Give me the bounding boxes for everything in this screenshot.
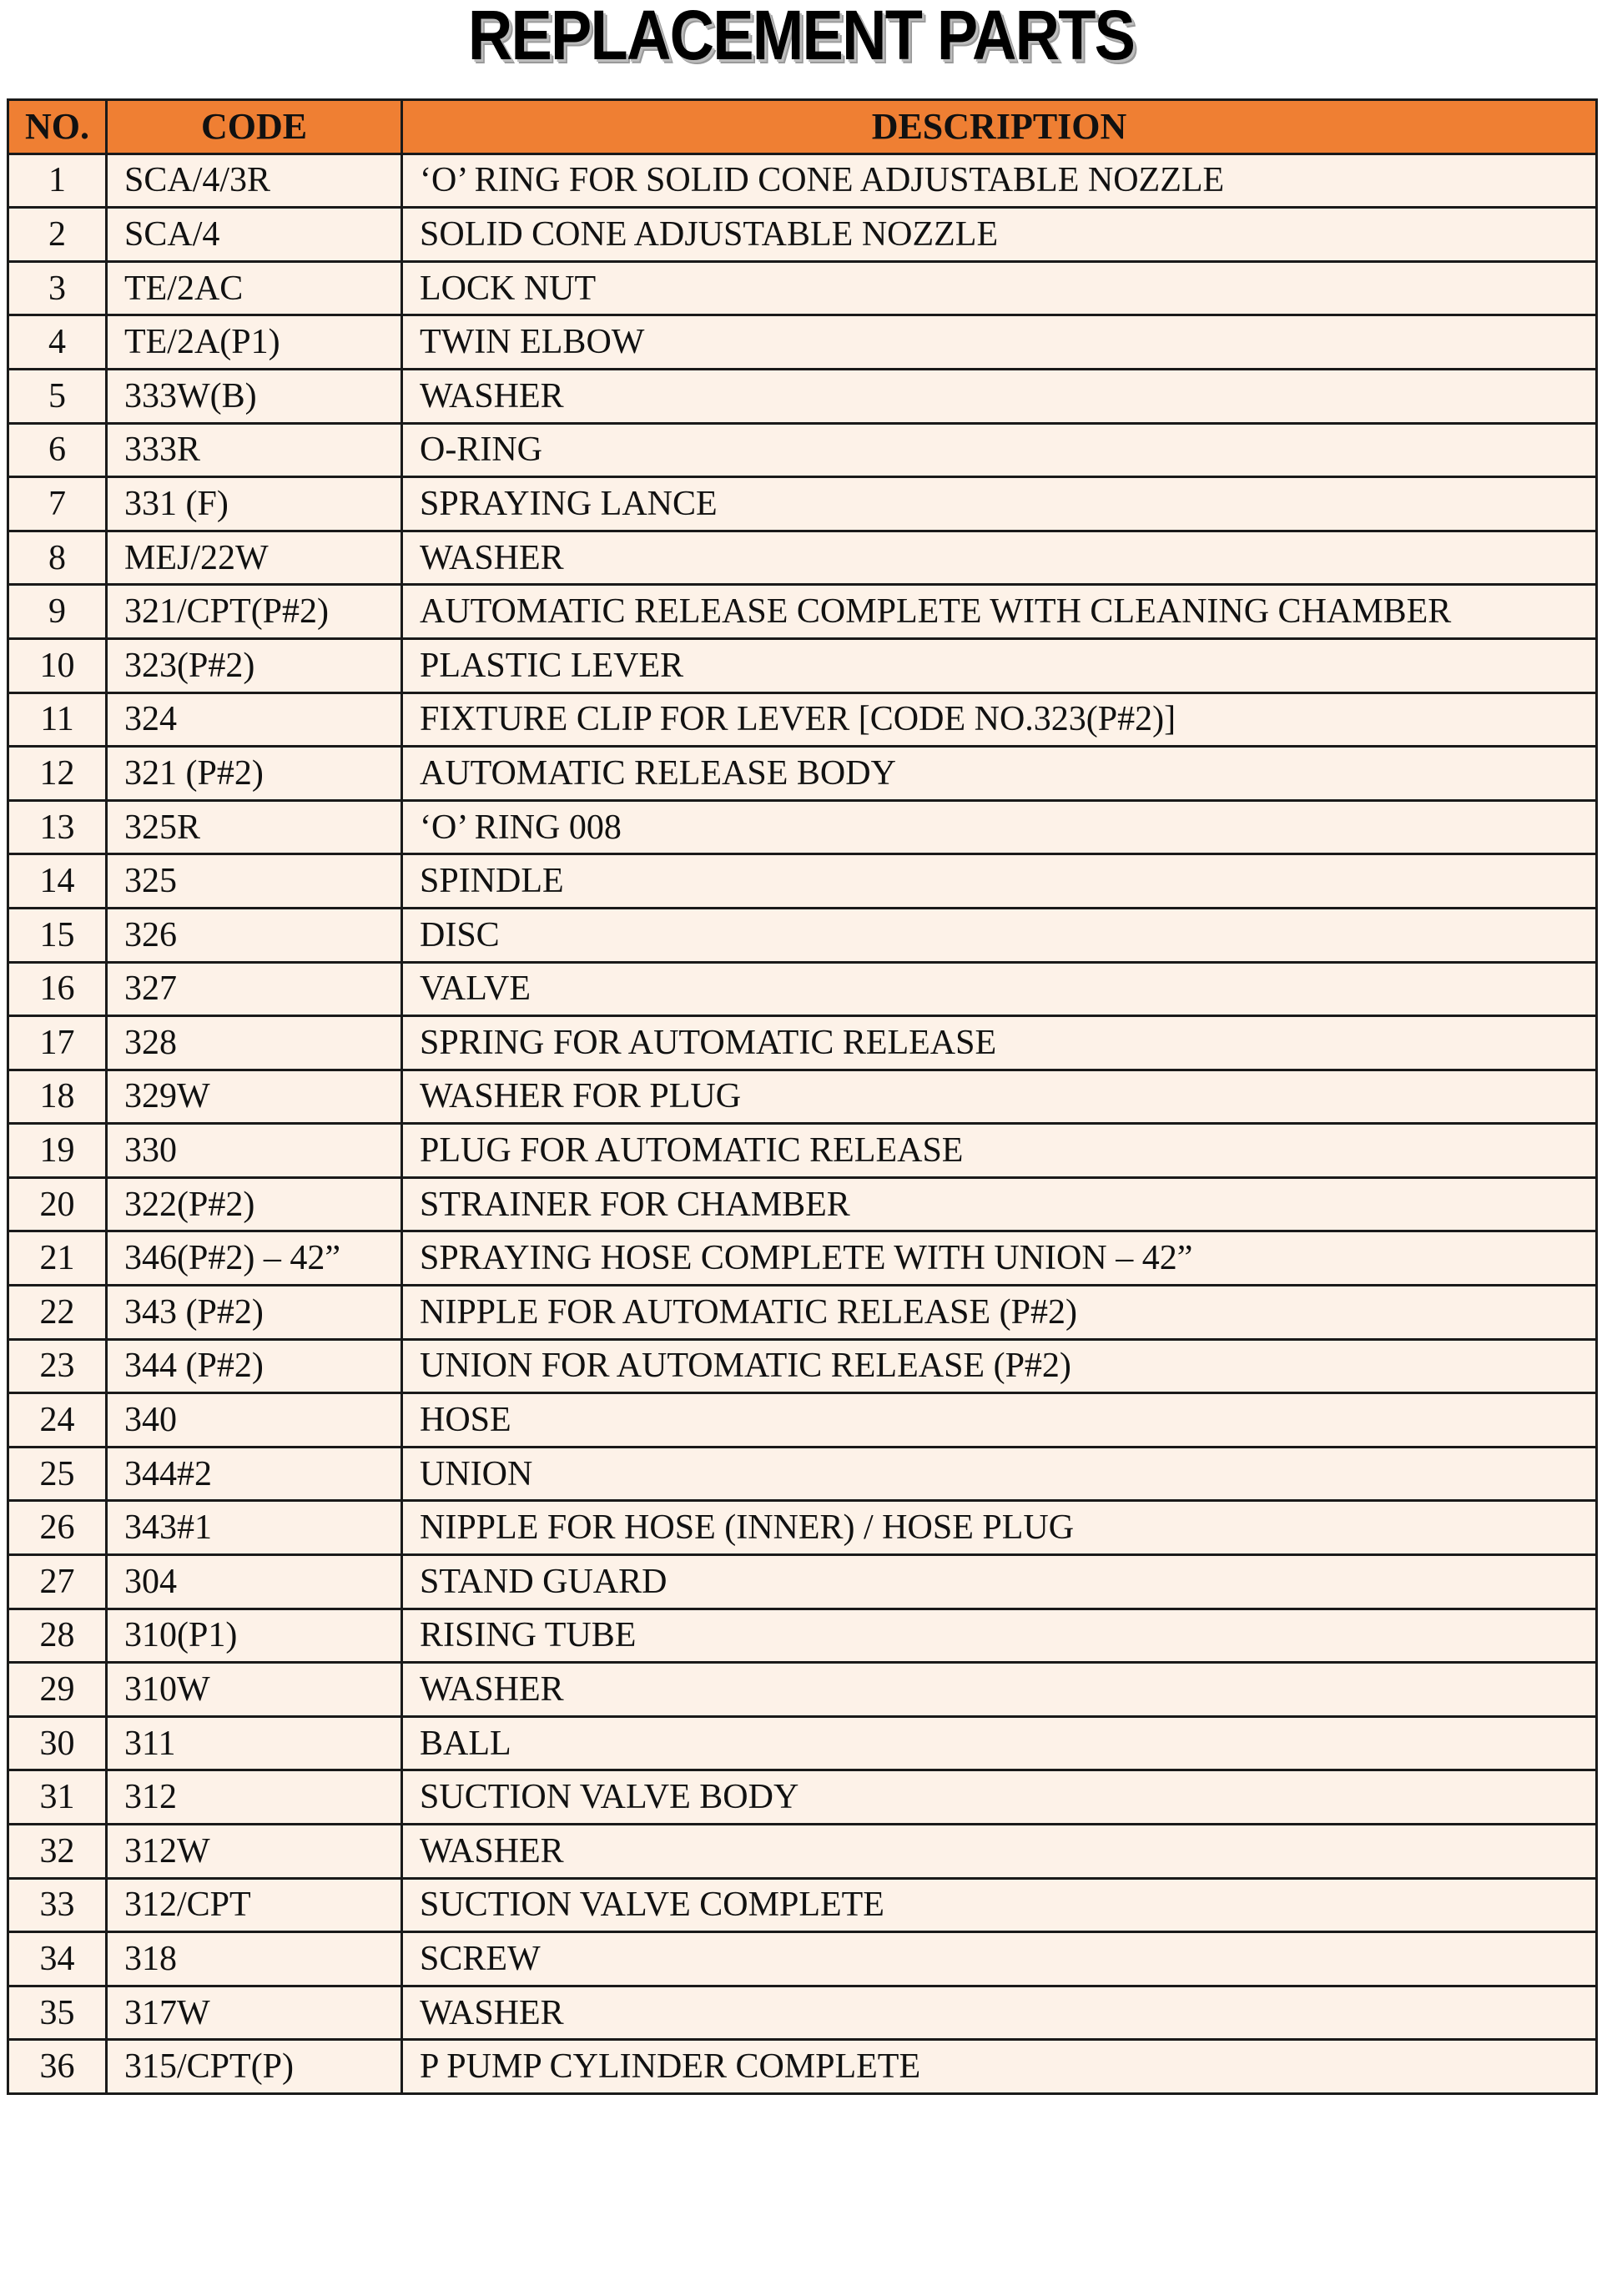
part-description: BALL — [402, 1716, 1597, 1770]
part-number: 8 — [8, 531, 107, 585]
table-row — [8, 908, 1597, 962]
table-row — [8, 154, 1597, 208]
table-row — [8, 1609, 1597, 1663]
table-row — [8, 261, 1597, 315]
part-description: STRAINER FOR CHAMBER — [402, 1177, 1597, 1231]
part-code: SCA/4/3R — [107, 154, 402, 208]
part-code: 333R — [107, 423, 402, 477]
part-code: 329W — [107, 1070, 402, 1124]
table-row — [8, 1555, 1597, 1609]
part-description: P PUMP CYLINDER COMPLETE — [402, 2040, 1597, 2094]
part-number: 30 — [8, 1716, 107, 1770]
part-code: 321 (P#2) — [107, 747, 402, 801]
part-code: TE/2A(P1) — [107, 315, 402, 370]
table-row — [8, 1986, 1597, 2040]
table-row — [8, 208, 1597, 262]
table-row — [8, 854, 1597, 909]
part-code: 311 — [107, 1716, 402, 1770]
part-code: 310(P1) — [107, 1609, 402, 1663]
table-row — [8, 747, 1597, 801]
table-row — [8, 1124, 1597, 1178]
part-description: VALVE — [402, 962, 1597, 1016]
part-code: 325R — [107, 800, 402, 854]
part-number: 29 — [8, 1663, 107, 1717]
part-number: 33 — [8, 1878, 107, 1932]
table-row — [8, 638, 1597, 692]
part-number: 21 — [8, 1231, 107, 1286]
part-number: 11 — [8, 692, 107, 747]
table-row — [8, 423, 1597, 477]
part-code: 343 (P#2) — [107, 1286, 402, 1340]
part-description: SPRAYING HOSE COMPLETE WITH UNION – 42” — [402, 1231, 1597, 1286]
part-number: 16 — [8, 962, 107, 1016]
column-header-code: CODE — [107, 100, 402, 154]
column-header-no: NO. — [8, 100, 107, 154]
part-code: 318 — [107, 1932, 402, 1986]
part-description: PLASTIC LEVER — [402, 638, 1597, 692]
table-row — [8, 1770, 1597, 1825]
part-description: WASHER — [402, 369, 1597, 423]
table-row — [8, 1825, 1597, 1879]
table-row — [8, 1878, 1597, 1932]
part-description: SUCTION VALVE COMPLETE — [402, 1878, 1597, 1932]
part-number: 5 — [8, 369, 107, 423]
part-number: 18 — [8, 1070, 107, 1124]
part-code: 317W — [107, 1986, 402, 2040]
part-code: 331 (F) — [107, 477, 402, 531]
part-number: 13 — [8, 800, 107, 854]
page-title: REPLACEMENT PARTS — [467, 0, 1135, 74]
table-row — [8, 1932, 1597, 1986]
table-row — [8, 585, 1597, 639]
table-row — [8, 477, 1597, 531]
part-description: ‘O’ RING FOR SOLID CONE ADJUSTABLE NOZZLE — [402, 154, 1597, 208]
part-description: SPINDLE — [402, 854, 1597, 909]
part-code: 322(P#2) — [107, 1177, 402, 1231]
part-code: 315/CPT(P) — [107, 2040, 402, 2094]
table-row — [8, 1339, 1597, 1393]
part-description: UNION — [402, 1447, 1597, 1501]
part-description: HOSE — [402, 1393, 1597, 1448]
part-number: 3 — [8, 261, 107, 315]
part-description: UNION FOR AUTOMATIC RELEASE (P#2) — [402, 1339, 1597, 1393]
table-row — [8, 1070, 1597, 1124]
part-description: SUCTION VALVE BODY — [402, 1770, 1597, 1825]
part-code: 321/CPT(P#2) — [107, 585, 402, 639]
table-row — [8, 1286, 1597, 1340]
part-number: 12 — [8, 747, 107, 801]
part-description: WASHER — [402, 1663, 1597, 1717]
table-row — [8, 369, 1597, 423]
part-code: SCA/4 — [107, 208, 402, 262]
part-code: 333W(B) — [107, 369, 402, 423]
part-number: 36 — [8, 2040, 107, 2094]
part-code: 310W — [107, 1663, 402, 1717]
table-row — [8, 531, 1597, 585]
part-number: 25 — [8, 1447, 107, 1501]
part-number: 34 — [8, 1932, 107, 1986]
part-number: 22 — [8, 1286, 107, 1340]
part-number: 31 — [8, 1770, 107, 1825]
part-code: 328 — [107, 1016, 402, 1070]
column-header-description: DESCRIPTION — [402, 100, 1597, 154]
part-description: WASHER — [402, 1825, 1597, 1879]
part-description: NIPPLE FOR AUTOMATIC RELEASE (P#2) — [402, 1286, 1597, 1340]
part-number: 32 — [8, 1825, 107, 1879]
part-description: ‘O’ RING 008 — [402, 800, 1597, 854]
table-row — [8, 315, 1597, 370]
part-description: AUTOMATIC RELEASE BODY — [402, 747, 1597, 801]
part-number: 26 — [8, 1501, 107, 1555]
part-description: PLUG FOR AUTOMATIC RELEASE — [402, 1124, 1597, 1178]
part-number: 23 — [8, 1339, 107, 1393]
part-description: WASHER — [402, 1986, 1597, 2040]
part-code: 312W — [107, 1825, 402, 1879]
part-code: 326 — [107, 908, 402, 962]
table-row — [8, 962, 1597, 1016]
part-description: RISING TUBE — [402, 1609, 1597, 1663]
part-number: 15 — [8, 908, 107, 962]
part-description: SPRING FOR AUTOMATIC RELEASE — [402, 1016, 1597, 1070]
part-code: 343#1 — [107, 1501, 402, 1555]
part-code: 312 — [107, 1770, 402, 1825]
part-description: STAND GUARD — [402, 1555, 1597, 1609]
part-description: SOLID CONE ADJUSTABLE NOZZLE — [402, 208, 1597, 262]
part-description: LOCK NUT — [402, 261, 1597, 315]
part-code: MEJ/22W — [107, 531, 402, 585]
part-code: 330 — [107, 1124, 402, 1178]
part-description: DISC — [402, 908, 1597, 962]
part-code: 323(P#2) — [107, 638, 402, 692]
part-number: 19 — [8, 1124, 107, 1178]
table-row — [8, 1447, 1597, 1501]
table-row — [8, 1177, 1597, 1231]
part-code: 340 — [107, 1393, 402, 1448]
part-number: 28 — [8, 1609, 107, 1663]
part-description: TWIN ELBOW — [402, 315, 1597, 370]
table-row — [8, 1663, 1597, 1717]
part-number: 9 — [8, 585, 107, 639]
part-code: 344 (P#2) — [107, 1339, 402, 1393]
part-description: SPRAYING LANCE — [402, 477, 1597, 531]
part-number: 2 — [8, 208, 107, 262]
part-number: 24 — [8, 1393, 107, 1448]
part-number: 7 — [8, 477, 107, 531]
part-description: WASHER — [402, 531, 1597, 585]
part-number: 17 — [8, 1016, 107, 1070]
part-number: 1 — [8, 154, 107, 208]
part-number: 4 — [8, 315, 107, 370]
part-code: 325 — [107, 854, 402, 909]
table-row — [8, 1016, 1597, 1070]
part-number: 6 — [8, 423, 107, 477]
part-code: 304 — [107, 1555, 402, 1609]
part-code: 312/CPT — [107, 1878, 402, 1932]
table-header — [8, 100, 1597, 154]
part-description: NIPPLE FOR HOSE (INNER) / HOSE PLUG — [402, 1501, 1597, 1555]
part-code: 327 — [107, 962, 402, 1016]
part-number: 14 — [8, 854, 107, 909]
part-number: 27 — [8, 1555, 107, 1609]
part-description: FIXTURE CLIP FOR LEVER [CODE NO.323(P#2)] — [402, 692, 1597, 747]
part-number: 10 — [8, 638, 107, 692]
table-row — [8, 800, 1597, 854]
replacement-parts-table — [7, 98, 1598, 2095]
part-description: SCREW — [402, 1932, 1597, 1986]
part-number: 20 — [8, 1177, 107, 1231]
table-row — [8, 1231, 1597, 1286]
table-row — [8, 692, 1597, 747]
part-code: 344#2 — [107, 1447, 402, 1501]
table-row — [8, 1716, 1597, 1770]
part-description: AUTOMATIC RELEASE COMPLETE WITH CLEANING CHAMBER — [402, 585, 1597, 639]
table-row — [8, 1393, 1597, 1448]
table-header-row — [8, 100, 1597, 154]
part-code: 324 — [107, 692, 402, 747]
part-code: 346(P#2) – 42” — [107, 1231, 402, 1286]
part-code: TE/2AC — [107, 261, 402, 315]
part-description: WASHER FOR PLUG — [402, 1070, 1597, 1124]
table-row — [8, 2040, 1597, 2094]
part-description: O-RING — [402, 423, 1597, 477]
table-row — [8, 1501, 1597, 1555]
table-body — [8, 154, 1597, 2093]
part-number: 35 — [8, 1986, 107, 2040]
